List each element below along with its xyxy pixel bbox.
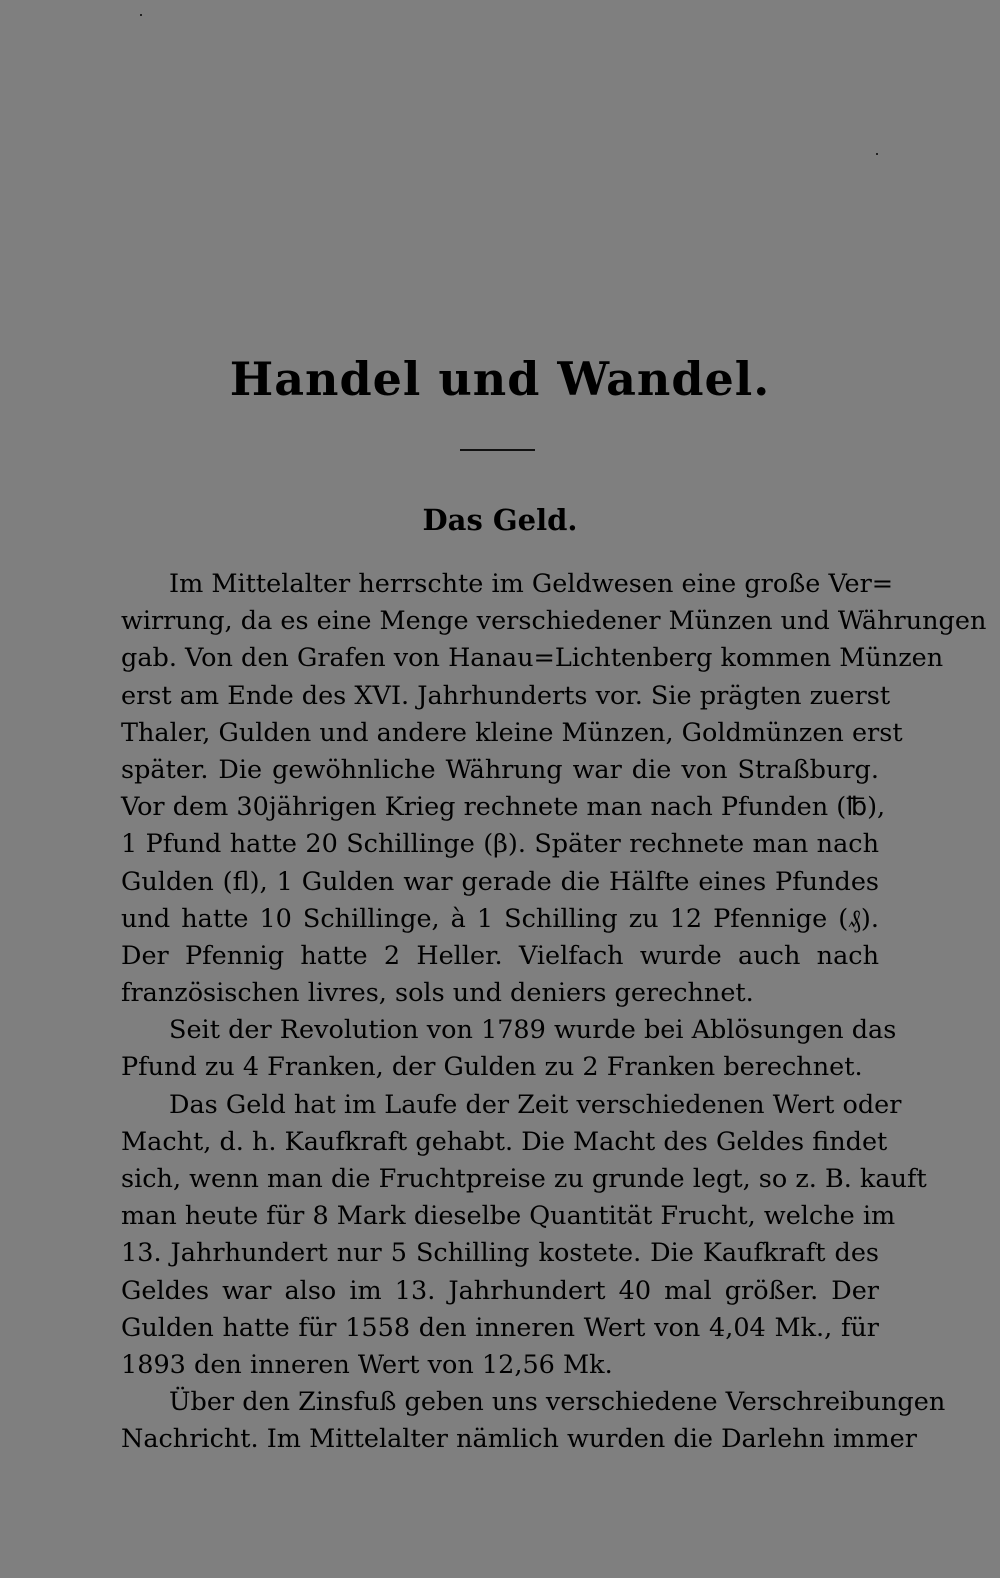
- text-line: und hatte 10 Schillinge, à 1 Schilling zu 12 Pfennige (₰).: [121, 903, 879, 934]
- text-line: Über den Zinsfuß geben uns verschiedene Verschreibungen: [169, 1387, 946, 1418]
- text-line: Im Mittelalter herrschte im Geldwesen eine große Ver=: [169, 569, 894, 599]
- text-line: französischen livres, sols und deniers gerechnet.: [121, 978, 754, 1009]
- text-line: Nachricht. Im Mittelalter nämlich wurden die Darlehn immer: [121, 1424, 917, 1455]
- paper-speck: [876, 153, 878, 155]
- text-line: wirrung, da es eine Menge verschiedener Münzen und Währungen: [121, 606, 987, 637]
- text-line: Der Pfennig hatte 2 Heller. Vielfach wurde auch nach: [121, 940, 879, 971]
- text-line: Gulden (fl), 1 Gulden war gerade die Hälfte eines Pfundes: [121, 866, 879, 897]
- text-line: Thaler, Gulden und andere kleine Münzen, Goldmünzen erst: [121, 717, 903, 748]
- text-line: Macht, d. h. Kaufkraft gehabt. Die Macht des Geldes findet: [121, 1126, 888, 1157]
- text-line: später. Die gewöhnliche Währung war die von Straßburg.: [121, 754, 879, 785]
- text-line: erst am Ende des XVI. Jahrhunderts vor. Sie prägten zuerst: [121, 680, 891, 711]
- section-heading: Das Geld.: [422, 503, 578, 537]
- text-line: Gulden hatte für 1558 den inneren Wert von 4,04 Mk., für: [121, 1312, 879, 1343]
- text-line: 1 Pfund hatte 20 Schillinge (β). Später rechnete man nach: [121, 829, 879, 860]
- paper-speck: [140, 14, 142, 16]
- chapter-title: Handel und Wandel.: [229, 352, 771, 406]
- text-line: Vor dem 30jährigen Krieg rechnete man nach Pfunden (℔),: [121, 792, 886, 823]
- text-line: 1893 den inneren Wert von 12,56 Mk.: [121, 1349, 613, 1380]
- text-line: Das Geld hat im Laufe der Zeit verschiedenen Wert oder: [169, 1089, 902, 1120]
- text-line: Pfund zu 4 Franken, der Gulden zu 2 Franken berechnet.: [121, 1052, 863, 1083]
- title-divider: [460, 449, 535, 451]
- text-line: 13. Jahrhundert nur 5 Schilling kostete. Die Kaufkraft des: [121, 1238, 879, 1269]
- text-line: sich, wenn man die Fruchtpreise zu grunde legt, so z. B. kauft: [121, 1164, 927, 1194]
- text-line: gab. Von den Grafen von Hanau=Lichtenberg kommen Münzen: [121, 643, 944, 674]
- text-line: man heute für 8 Mark dieselbe Quantität Frucht, welche im: [121, 1201, 896, 1232]
- text-line: Geldes war also im 13. Jahrhundert 40 mal größer. Der: [121, 1275, 879, 1306]
- body-text: [121, 566, 987, 1459]
- text-line: Seit der Revolution von 1789 wurde bei Ablösungen das: [169, 1015, 897, 1046]
